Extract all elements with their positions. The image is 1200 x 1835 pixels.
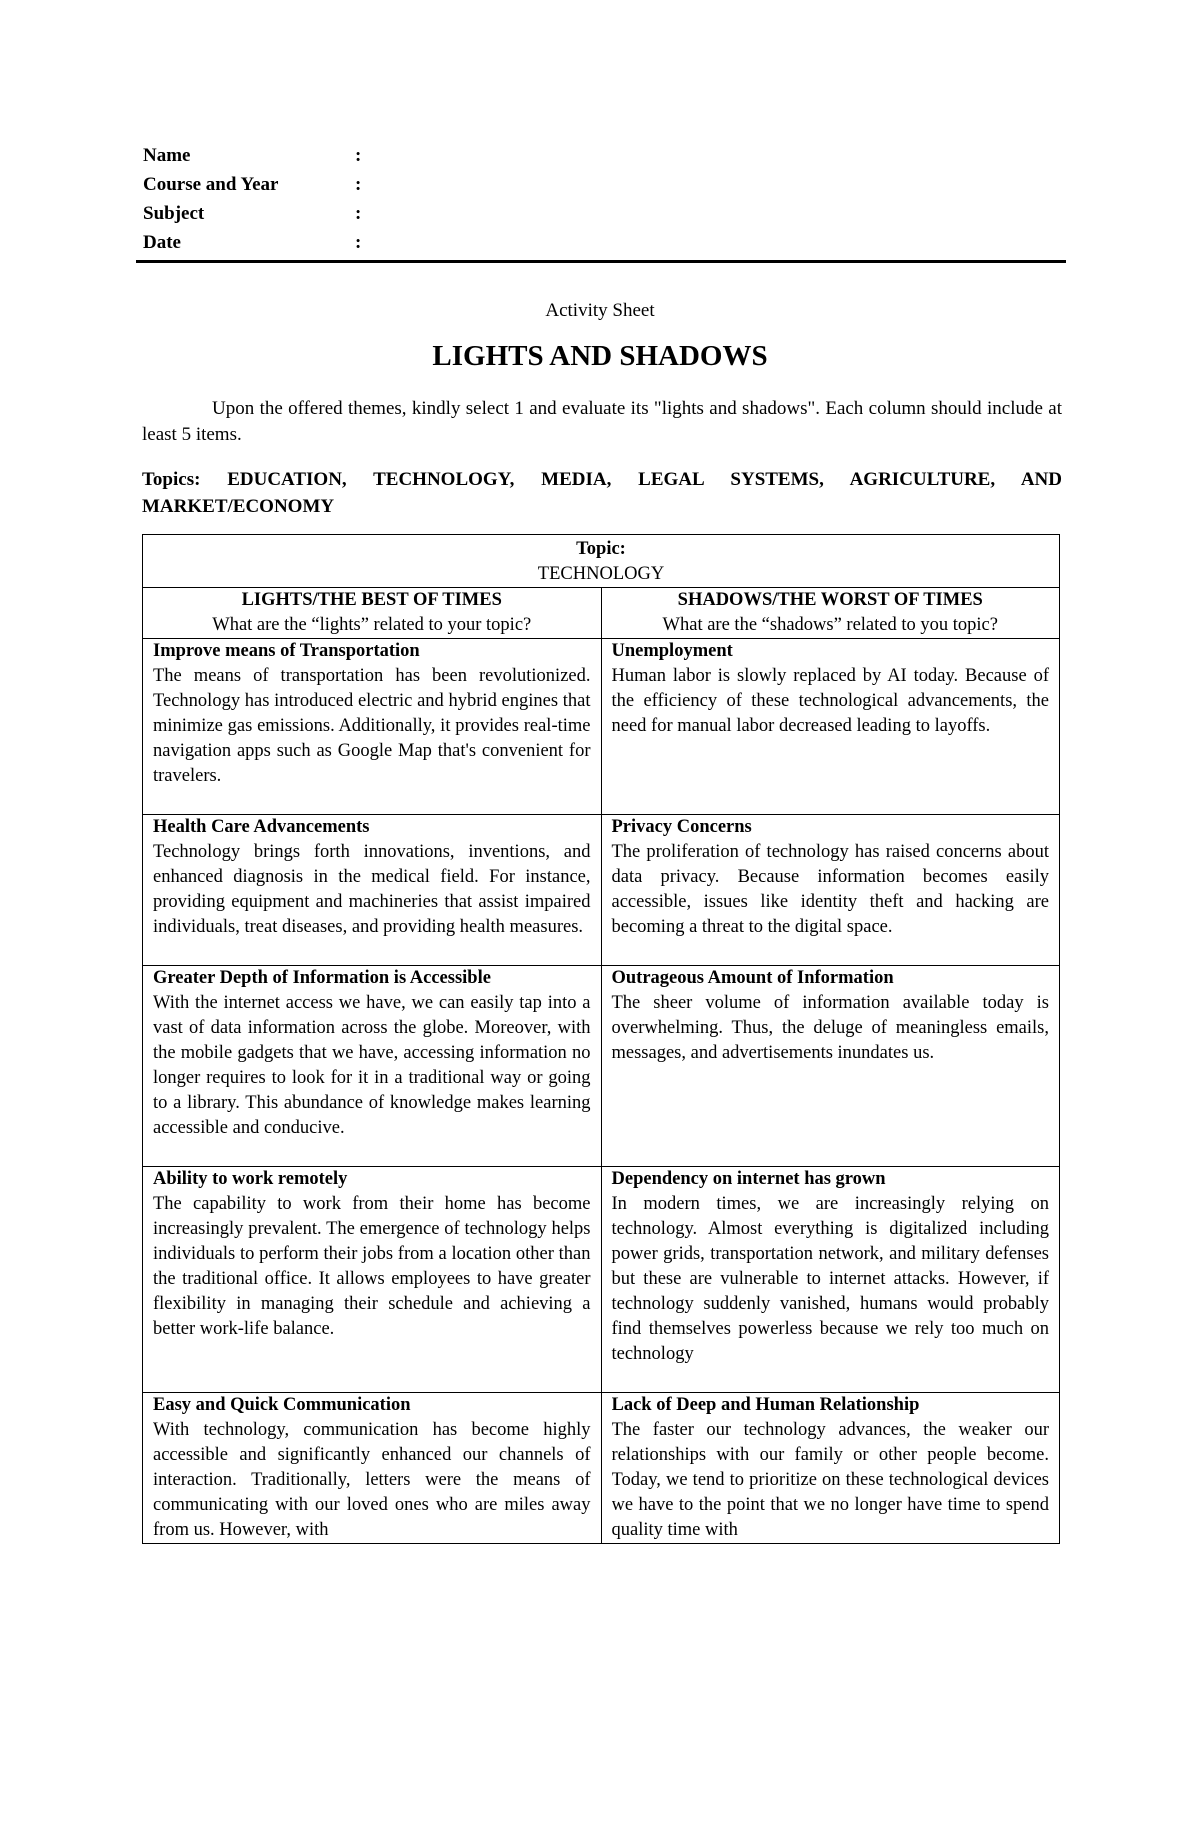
shadows-cell-clip: [612, 1393, 1050, 1543]
lights-item-title: Ability to work remotely: [153, 1169, 348, 1189]
table-row: [143, 1167, 1060, 1393]
shadows-item-body: The proliferation of technology has raised concerns about data privacy. Because information becomes easily accessible, issues like identity theft and hacking are becoming a threat to the digital space.: [611, 842, 1049, 937]
sheet-label: Activity Sheet: [545, 300, 655, 321]
lights-item-title: Health Care Advancements: [153, 817, 370, 837]
date-colon: :: [355, 232, 362, 253]
shadows-item-body: Human labor is slowly replaced by AI today. Because of the efficiency of these technological advancements, the need for manual labor decreased leading to layoffs.: [611, 666, 1049, 736]
shadows-cell: [601, 1393, 1060, 1544]
shadows-header-title: SHADOWS/THE WORST OF TIMES: [677, 590, 983, 610]
lights-item-title: Greater Depth of Information is Accessible: [153, 968, 491, 988]
shadows-column-header: [601, 588, 1060, 639]
topic-row: [143, 535, 1060, 588]
lights-shadows-table: [142, 534, 1060, 1544]
lights-column-header: [143, 588, 602, 639]
student-info-block: [143, 141, 443, 257]
topics-line: Topics: EDUCATION, TECHNOLOGY, MEDIA, LEGAL SYSTEMS, AGRICULTURE, AND MARKET/ECONOMY: [142, 469, 1062, 517]
table-row: [143, 1393, 1060, 1544]
column-header-row: [143, 588, 1060, 639]
shadows-item-title: Dependency on internet has grown: [611, 1169, 886, 1189]
course-year-field-row: [143, 170, 443, 199]
subject-colon: :: [355, 203, 362, 224]
table-row: [143, 639, 1060, 815]
table-row: [143, 815, 1060, 966]
shadows-cell: [601, 966, 1060, 1167]
lights-item-title: Easy and Quick Communication: [153, 1395, 411, 1415]
header-divider: [136, 260, 1066, 263]
lights-cell: [143, 639, 602, 815]
lights-item-body: Technology brings forth innovations, inventions, and enhanced diagnosis in the medical field. For instance, providing equipment and machineries that assist impaired individuals, treat diseases, and providing health measures.: [153, 842, 591, 937]
shadows-header-question: What are the “shadows” related to you topic?: [662, 615, 998, 635]
shadows-item-title: Unemployment: [611, 641, 733, 661]
subject-field-row: [143, 199, 443, 228]
shadows-item-title: Lack of Deep and Human Relationship: [611, 1395, 920, 1415]
lights-cell-clip: [153, 1393, 591, 1543]
table-row: [143, 966, 1060, 1167]
course-year-label: Course and Year: [143, 174, 279, 195]
lights-cell: [143, 1393, 602, 1544]
topic-label: Topic:: [576, 539, 626, 559]
lights-header-question: What are the “lights” related to your topic?: [212, 615, 532, 635]
topic-cell: [143, 535, 1060, 588]
lights-cell: [143, 966, 602, 1167]
shadows-item-title: Privacy Concerns: [611, 817, 752, 837]
lights-header-title: LIGHTS/THE BEST OF TIMES: [241, 590, 502, 610]
date-field-row: [143, 228, 443, 257]
subject-label: Subject: [143, 203, 205, 224]
instruction-text: Upon the offered themes, kindly select 1 and evaluate its "lights and shadows". Each column should include at least 5 items.: [142, 398, 1062, 445]
name-colon: :: [355, 145, 362, 166]
shadows-item-body: In modern times, we are increasingly relying on technology. Almost everything is digitalized including power grids, transportation network, and military defenses but these are vulnerable to internet attacks. However, if technology suddenly vanished, humans would probably find themselves powerless because we rely too much on technology: [611, 1194, 1049, 1364]
lights-cell: [143, 815, 602, 966]
topic-value: TECHNOLOGY: [537, 564, 665, 584]
lights-cell: [143, 1167, 602, 1393]
lights-item-body: The means of transportation has been revolutionized. Technology has introduced electric and hybrid engines that minimize gas emissions. Additionally, it provides real-time navigation apps such as Google Map that's convenient for travelers.: [153, 666, 591, 786]
shadows-item-title: Outrageous Amount of Information: [611, 968, 894, 988]
course-year-colon: :: [355, 174, 362, 195]
name-label: Name: [143, 145, 191, 166]
lights-item-body: The capability to work from their home has become increasingly prevalent. The emergence of technology helps individuals to perform their jobs from a location other than the traditional office. It allows employees to have greater flexibility in managing their schedule and achieving a better work-life balance.: [153, 1194, 591, 1339]
lights-item-title: Improve means of Transportation: [153, 641, 420, 661]
date-label: Date: [143, 232, 181, 253]
shadows-item-body: The faster our technology advances, the weaker our relationships with our family or other people become. Today, we tend to prioritize on these technological devices we have to the point that we no longer have time to spend quality time with: [611, 1420, 1049, 1540]
page-title: LIGHTS AND SHADOWS: [432, 340, 768, 372]
shadows-cell: [601, 639, 1060, 815]
lights-item-body: With technology, communication has become highly accessible and significantly enhanced our channels of interaction. Traditionally, letters were the means of communicating with our loved ones who are miles away from us. However, with: [153, 1420, 591, 1540]
shadows-cell: [601, 1167, 1060, 1393]
name-field-row: [143, 141, 443, 170]
shadows-item-body: The sheer volume of information available today is overwhelming. Thus, the deluge of meaningless emails, messages, and advertisements inundates us.: [611, 993, 1049, 1063]
shadows-cell: [601, 815, 1060, 966]
lights-item-body: With the internet access we have, we can easily tap into a vast of data information across the globe. Moreover, with the mobile gadgets that we have, accessing information no longer requires to look for it in a traditional way or going to a library. This abundance of knowledge makes learning accessible and conducive.: [153, 993, 591, 1138]
